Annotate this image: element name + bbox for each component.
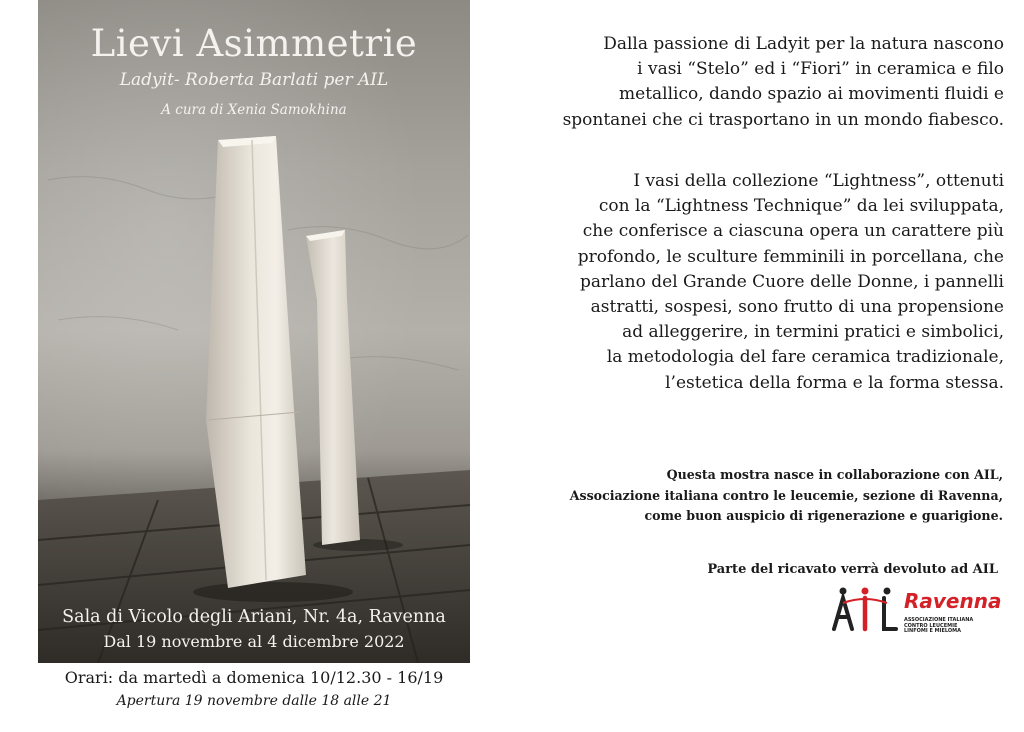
poster-venue: Sala di Vicolo degli Ariani, Nr. 4a, Ravenna	[62, 607, 446, 627]
paragraph-line: con la “Lightness Technique” da lei sviluppata,	[598, 196, 1004, 217]
paragraph-line: l’estetica della forma e la forma stessa.	[665, 372, 1004, 393]
paragraph-line: che conferisce a ciascuna opera un carattere più	[582, 221, 1004, 242]
vases-photo	[38, 0, 470, 663]
logo-city: Ravenna	[904, 589, 1002, 613]
collaboration-line: Associazione italiana contro le leucemie, sezione di Ravenna,	[569, 487, 1003, 503]
paragraph-line: parlano del Grande Cuore delle Donne, i pannelli	[579, 271, 1004, 292]
ail-mark-icon	[830, 585, 902, 635]
logo-association-line: LINFOMI E MIELOMA	[904, 628, 961, 635]
logo-association-line: CONTRO LEUCEMIE	[904, 622, 958, 629]
paragraph-line: ad alleggerire, in termini pratici e simbolici,	[622, 322, 1004, 343]
description-paragraph-1	[514, 32, 1004, 133]
paragraph-line: profondo, le sculture femminili in porcellana, che	[577, 246, 1004, 267]
paragraph-line: la metodologia del fare ceramica tradizionale,	[606, 347, 1004, 368]
logo-association-line: ASSOCIAZIONE ITALIANA	[904, 617, 974, 623]
description-paragraph-2	[514, 169, 1004, 396]
ail-ravenna-logo	[830, 585, 1010, 637]
paragraph-line: I vasi della collezione “Lightness”, ottenuti	[633, 171, 1004, 191]
poster-subtitle: Ladyit- Roberta Barlati per AIL	[119, 70, 389, 90]
opening-event: Apertura 19 novembre dalle 18 alle 21	[116, 693, 392, 709]
paragraph-line: metallico, dando spazio ai movimenti fluidi e	[619, 84, 1004, 105]
paragraph-line: i vasi “Stelo” ed i “Fiori” in ceramica e filo	[637, 59, 1004, 80]
logo-association	[904, 618, 973, 635]
collaboration-note	[513, 465, 1003, 527]
collaboration-line: Questa mostra nasce in collaborazione con AIL,	[666, 467, 1003, 482]
collaboration-line: come buon auspicio di rigenerazione e guarigione.	[644, 508, 1003, 523]
proceeds-note: Parte del ricavato verrà devoluto ad AIL	[707, 562, 998, 577]
paragraph-line: Dalla passione di Ladyit per la natura nascono	[603, 34, 1004, 54]
poster-title: Lievi Asimmetrie	[90, 22, 418, 65]
paragraph-line: spontanei che ci trasportano in un mondo fiabesco.	[562, 109, 1004, 130]
opening-hours: Orari: da martedì a domenica 10/12.30 - 16/19	[64, 668, 444, 687]
poster-curator: A cura di Xenia Samokhina	[161, 102, 347, 118]
poster-dates: Dal 19 novembre al 4 dicembre 2022	[103, 632, 405, 651]
exhibition-poster	[38, 0, 470, 663]
paragraph-line: astratti, sospesi, sono frutto di una propensione	[590, 297, 1004, 318]
